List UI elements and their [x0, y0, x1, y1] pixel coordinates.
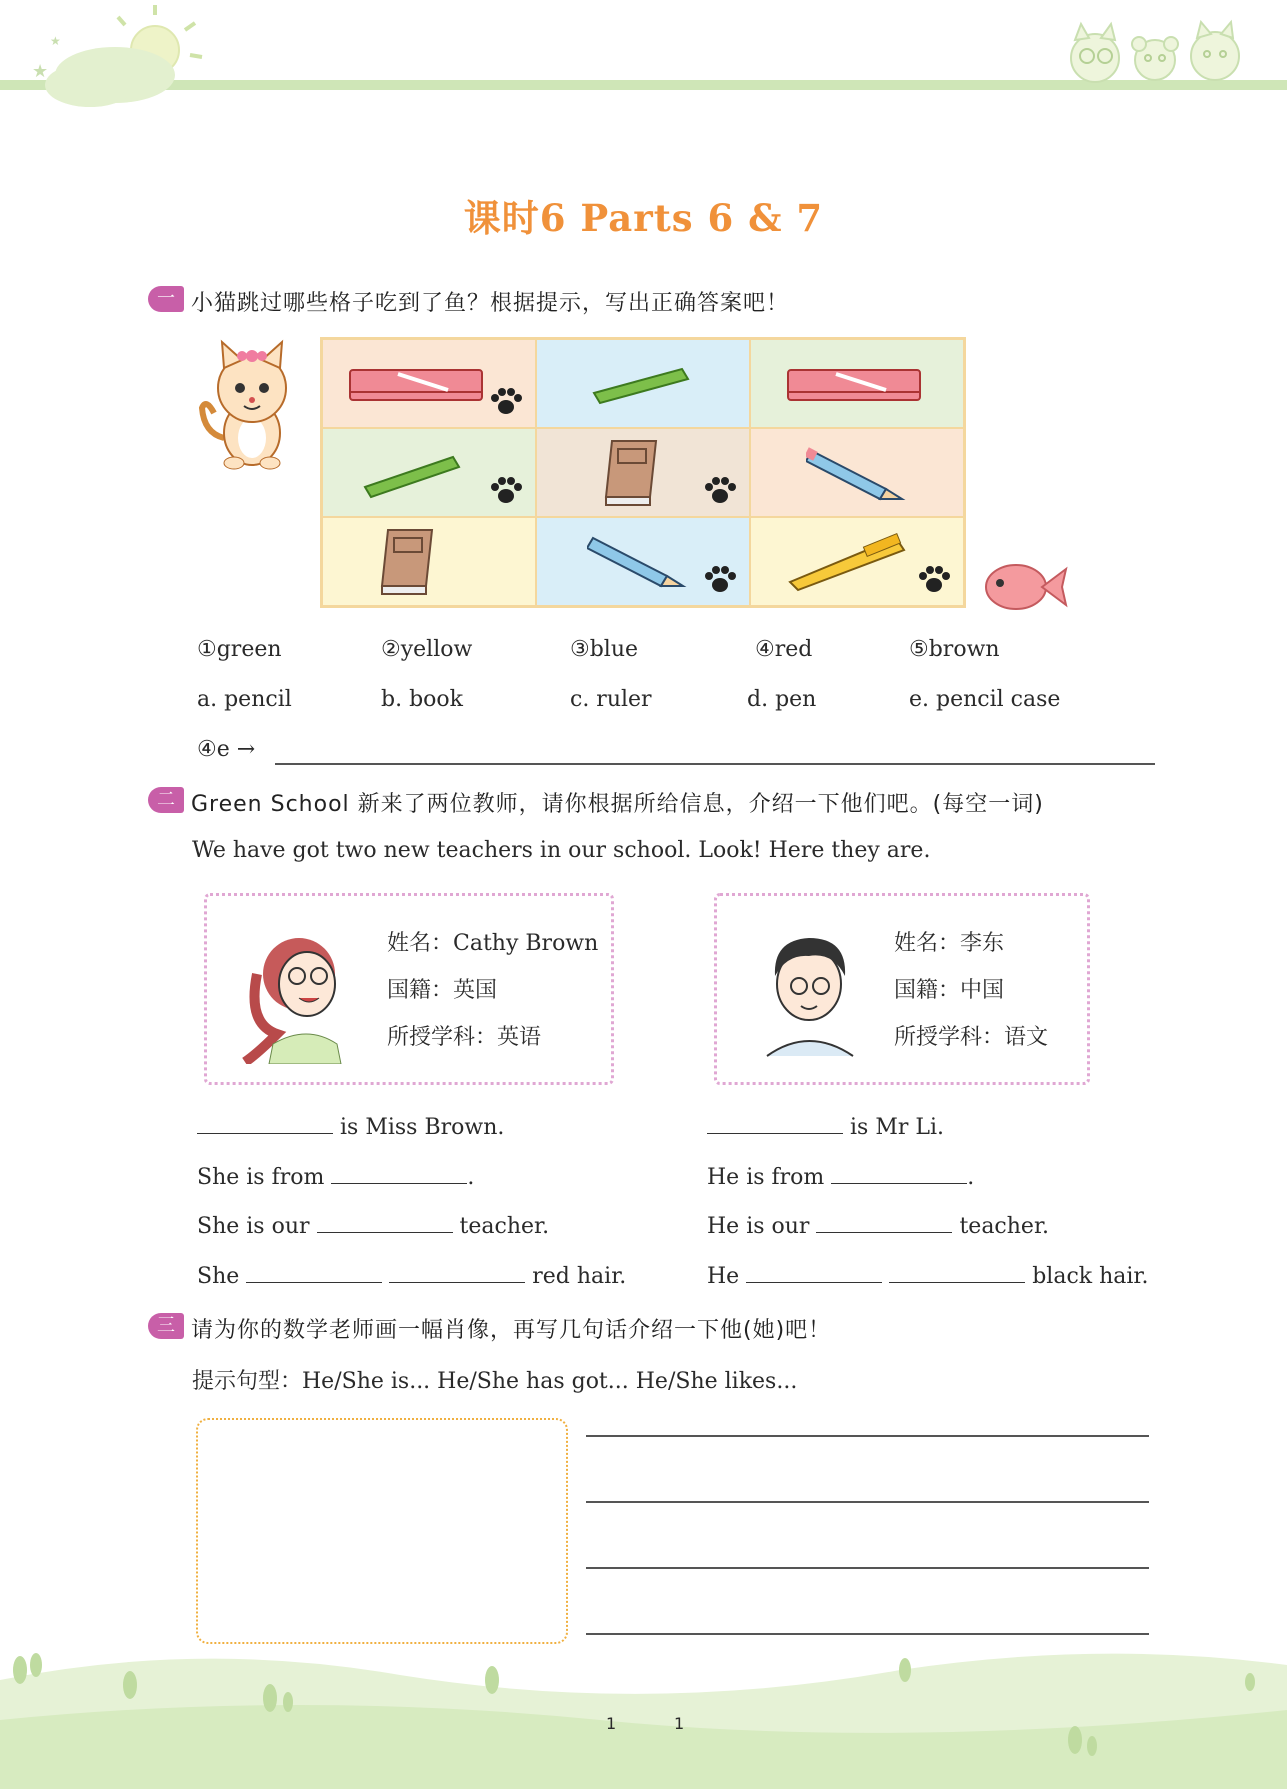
blank-input[interactable]	[707, 1132, 843, 1134]
blank-input[interactable]	[816, 1231, 952, 1233]
blank-input[interactable]	[331, 1182, 467, 1184]
pencil-icon	[806, 441, 906, 505]
teacher-card-li	[714, 893, 1090, 1085]
item-option-b: b. book	[381, 687, 463, 712]
pencil-case-icon	[786, 360, 926, 410]
section2-intro: We have got two new teachers in our school. Look! Here they are.	[192, 838, 931, 863]
writing-line[interactable]	[586, 1567, 1149, 1569]
pen-icon	[786, 526, 916, 592]
item-option-c: c. ruler	[570, 687, 652, 712]
blank-input[interactable]	[317, 1231, 453, 1233]
svg-text:★: ★	[50, 34, 61, 48]
blank-input[interactable]	[197, 1132, 333, 1134]
item-option-d: d. pen	[747, 687, 817, 712]
item-option-a: a. pencil	[197, 687, 292, 712]
page-number-left: 1	[606, 1714, 617, 1733]
cloud-sun-icon	[20, 5, 210, 115]
ruler-icon	[592, 365, 692, 405]
blank-input[interactable]	[746, 1281, 882, 1283]
section2-instruction: Green School 新来了两位教师，请你根据所给信息，介绍一下他们吧。(每空一词)	[191, 792, 1044, 817]
pencil-icon	[587, 528, 687, 592]
cat-jump-grid	[320, 337, 966, 608]
grid-cell-pencil	[536, 517, 750, 606]
answer-example: ④e →	[197, 737, 256, 762]
grid-cell-ruler	[536, 339, 750, 428]
teacher1-name: 姓名：Cathy Brown	[387, 931, 599, 956]
writing-line[interactable]	[586, 1435, 1149, 1437]
color-option-5: ⑤brown	[909, 637, 1000, 662]
teacher-card-brown	[204, 893, 614, 1085]
teacher-woman-icon	[237, 914, 357, 1064]
grid-cell-pencil-case	[322, 339, 536, 428]
color-option-4: ④red	[755, 637, 813, 662]
paw-icon	[489, 476, 523, 506]
blank-input[interactable]	[389, 1281, 525, 1283]
fish-icon	[980, 555, 1070, 615]
book-icon	[378, 526, 438, 598]
teacher2-subject: 所授学科：语文	[894, 1025, 1049, 1050]
ruler-icon	[363, 449, 463, 499]
right-sentence-4: He black hair.	[707, 1264, 1149, 1289]
color-option-2: ②yellow	[381, 637, 473, 662]
left-sentence-1: is Miss Brown.	[197, 1115, 504, 1140]
right-sentence-2: He is from .	[707, 1165, 975, 1190]
grid-cell-pencil-case	[750, 339, 964, 428]
writing-line[interactable]	[586, 1501, 1149, 1503]
section-badge-1: 一	[148, 286, 184, 312]
teacher2-name: 姓名：李东	[894, 931, 1005, 956]
teacher2-nationality: 国籍：中国	[894, 978, 1005, 1003]
teacher-man-icon	[753, 926, 863, 1066]
blank-input[interactable]	[889, 1281, 1025, 1283]
grid-cell-ruler	[322, 428, 536, 517]
paw-icon	[703, 476, 737, 506]
teacher1-nationality: 国籍：英国	[387, 978, 498, 1003]
paw-icon	[489, 387, 523, 417]
right-sentence-3: He is our teacher.	[707, 1214, 1050, 1239]
right-sentence-1: is Mr Li.	[707, 1115, 944, 1140]
section1-instruction: 小猫跳过哪些格子吃到了鱼？根据提示，写出正确答案吧！	[191, 291, 790, 316]
paw-icon	[917, 565, 951, 595]
color-option-1: ①green	[197, 637, 282, 662]
page-title: 课时6 Parts 6 & 7	[463, 196, 824, 240]
section3-hint: 提示句型：He/She is... He/She has got... He/She likes...	[192, 1369, 798, 1394]
section3-instruction: 请为你的数学老师画一幅肖像，再写几句话介绍一下他(她)吧！	[191, 1318, 832, 1343]
answer-line[interactable]	[275, 763, 1155, 765]
grid-cell-pen	[750, 517, 964, 606]
animal-faces-icon	[1055, 18, 1255, 88]
section-badge-2: 二	[148, 787, 184, 813]
left-sentence-2: She is from .	[197, 1165, 475, 1190]
pencil-case-icon	[348, 360, 488, 410]
section-badge-3: 三	[148, 1313, 184, 1339]
paw-icon	[703, 565, 737, 595]
cat-icon	[194, 338, 306, 473]
grid-cell-pencil	[750, 428, 964, 517]
color-option-3: ③blue	[570, 637, 639, 662]
item-option-e: e. pencil case	[909, 687, 1061, 712]
footer-hills	[0, 1620, 1287, 1789]
left-sentence-4: She red hair.	[197, 1264, 627, 1289]
left-sentence-3: She is our teacher.	[197, 1214, 550, 1239]
teacher1-subject: 所授学科：英语	[387, 1025, 542, 1050]
page-number-right: 1	[674, 1714, 685, 1733]
drawing-box[interactable]	[196, 1418, 568, 1644]
grid-cell-book	[536, 428, 750, 517]
svg-text:★: ★	[32, 61, 49, 82]
grid-cell-book	[322, 517, 536, 606]
blank-input[interactable]	[246, 1281, 382, 1283]
book-icon	[602, 437, 662, 509]
blank-input[interactable]	[831, 1182, 967, 1184]
